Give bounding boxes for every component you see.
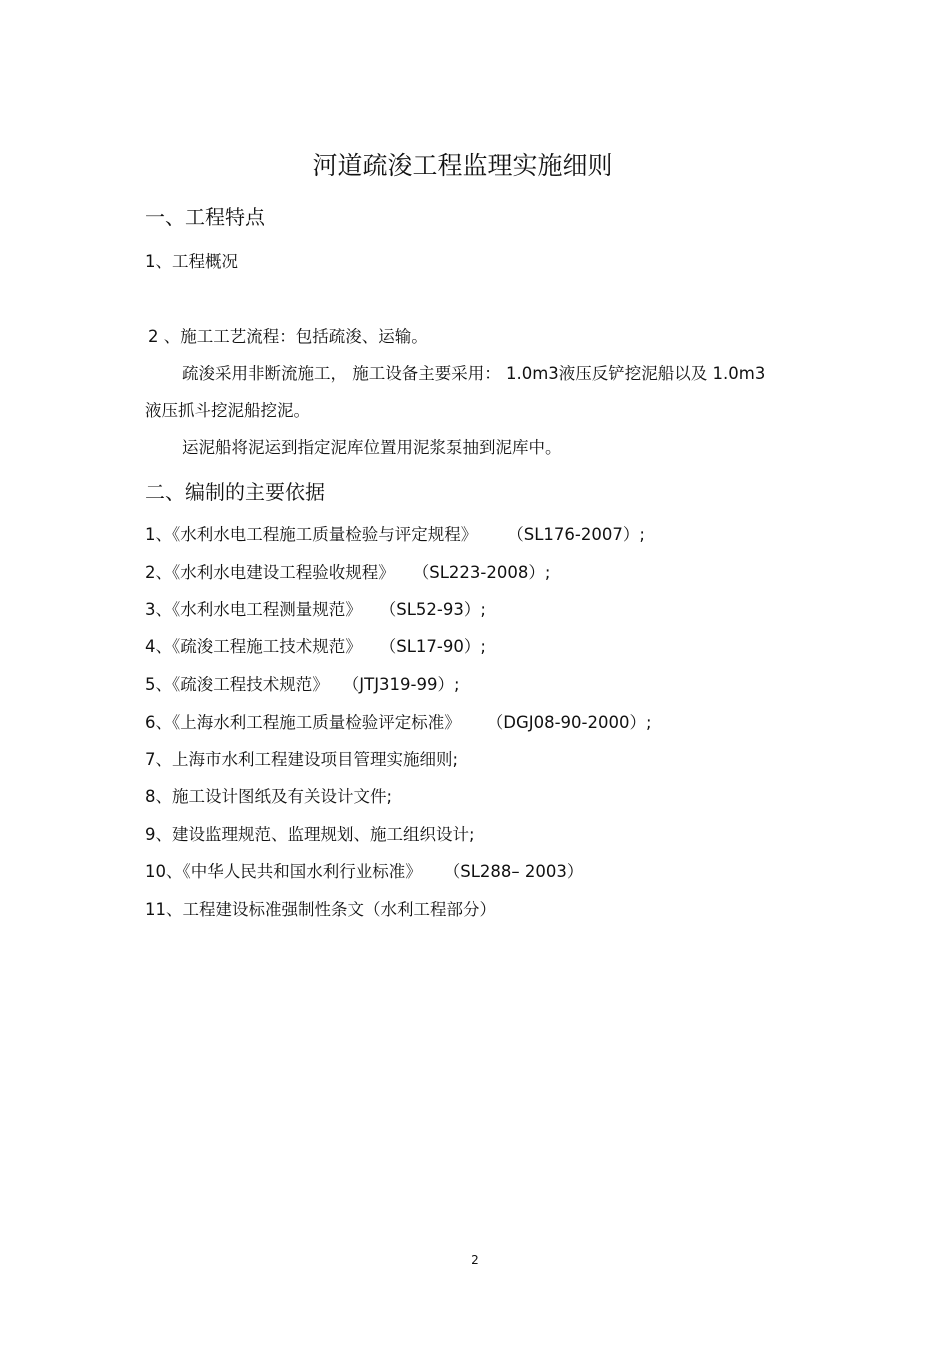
basis-item-code: （DGJ08-90-2000）; (486, 713, 652, 732)
basis-item-title: 10、《中华人民共和国水利行业标准》 (145, 862, 422, 881)
basis-item-title: 3、《水利水电工程测量规范》 (145, 600, 362, 619)
basis-list-item (145, 786, 392, 808)
section-1-paragraph-2: 运泥船将泥运到指定泥库位置用泥浆泵抽到泥库中。 (182, 438, 562, 457)
section-1-paragraph-1-line-2: 液压抓斗挖泥船挖泥。 (145, 401, 310, 420)
basis-list-item (145, 899, 496, 921)
basis-list-item (145, 562, 550, 584)
document-title: 河道疏浚工程监理实施细则 (312, 151, 613, 180)
basis-item-title: 8、施工设计图纸及有关设计文件; (145, 787, 393, 806)
basis-item-code: （SL288– 2003） (443, 862, 584, 881)
basis-list-item (145, 824, 475, 846)
basis-item-code: （SL17-90）; (379, 637, 486, 656)
section-1-item-2: 2 、施工工艺流程：包括疏浚、运输。 (148, 327, 428, 346)
basis-list-item (145, 861, 583, 883)
basis-item-title: 1、《水利水电工程施工质量检验与评定规程》 (145, 525, 478, 544)
basis-item-code: （SL52-93）; (379, 600, 486, 619)
page-number: 2 (471, 1253, 479, 1267)
basis-item-title: 7、上海市水利工程建设项目管理实施细则; (145, 750, 459, 769)
basis-list-item (145, 712, 652, 734)
basis-item-title: 5、《疏浚工程技术规范》 (145, 675, 329, 694)
basis-list-item (145, 749, 458, 771)
basis-item-title: 6、《上海水利工程施工质量检验评定标准》 (145, 713, 461, 732)
section-2-heading: 二、编制的主要依据 (145, 480, 325, 504)
basis-item-code: （SL223-2008）; (412, 563, 551, 582)
basis-item-code: （JTJ319-99）; (342, 675, 460, 694)
section-1-heading: 一、工程特点 (145, 205, 265, 229)
basis-list-item (145, 524, 645, 546)
basis-item-title: 2、《水利水电建设工程验收规程》 (145, 563, 395, 582)
basis-item-title: 4、《疏浚工程施工技术规范》 (145, 637, 362, 656)
basis-item-code: （SL176-2007）; (507, 525, 645, 544)
basis-item-title: 9、建设监理规范、监理规划、施工组织设计; (145, 825, 475, 844)
section-1-item-1: 1、工程概况 (145, 252, 238, 271)
basis-list-item (145, 599, 486, 621)
basis-item-title: 11、工程建设标准强制性条文（水利工程部分） (145, 900, 496, 919)
basis-list-item (145, 674, 460, 696)
basis-list-item (145, 636, 486, 658)
section-1-paragraph-1-line-1: 疏浚采用非断流施工， 施工设备主要采用： 1.0m3液压反铲挖泥船以及 1.0m3 (182, 364, 766, 383)
